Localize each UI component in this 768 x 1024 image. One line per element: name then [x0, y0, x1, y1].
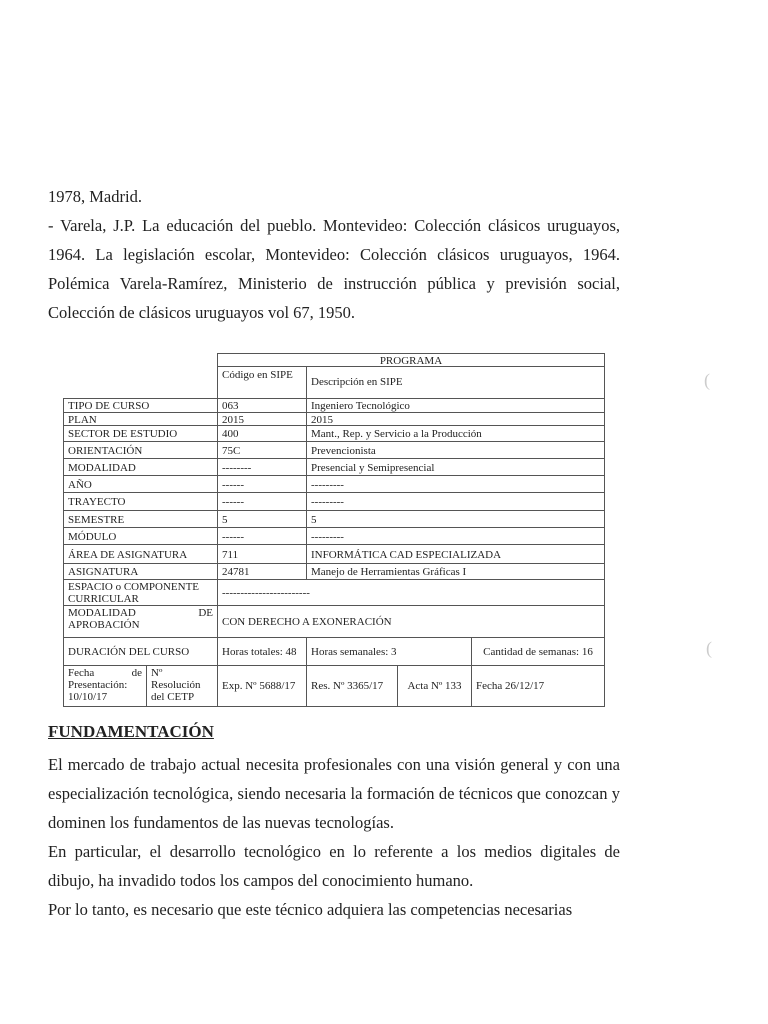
resolucion-cetp — [146, 665, 218, 707]
modalidad-aprobacion-label — [63, 605, 218, 638]
acta-numero: Acta Nº 133 — [397, 665, 472, 707]
row-descripcion: Presencial y Semipresencial — [306, 458, 605, 476]
row-codigo: 24781 — [217, 563, 307, 580]
duracion-label: DURACIÓN DEL CURSO — [63, 637, 218, 666]
modalidad-aprobacion-label-2: APROBACIÓN — [68, 619, 140, 631]
fecha-value: 10/10/17 — [68, 691, 108, 703]
espacio-label: ESPACIO o COMPONENTE CURRICULAR — [63, 579, 218, 606]
fecha-presentacion — [63, 665, 147, 707]
scan-mark: ( — [704, 370, 710, 390]
horas-totales: Horas totales: 48 — [217, 637, 307, 666]
reference-varela: - Varela, J.P. La educación del pueblo. Montevideo: Colección clásicos uruguayos, 1964. La legislación escolar, Montevideo: Colección clásicos uruguayos, 1964. Polémica Varela-Ramírez, Ministerio de instrucción pública y previsión social, Colección de clásicos uruguayos vol 67, 1950. — [48, 216, 620, 322]
row-descripcion: Prevencionista — [306, 441, 605, 459]
espacio-value: ------------------------ — [217, 579, 605, 606]
row-descripcion: 5 — [306, 510, 605, 528]
horas-semanales: Horas semanales: 3 — [306, 637, 472, 666]
fundamentacion-paragraph: Por lo tanto, es necesario que este técnico adquiera las competencias necesarias — [48, 900, 573, 919]
row-descripcion: --------- — [306, 475, 605, 493]
references-section — [48, 182, 620, 327]
row-codigo: 063 — [217, 398, 307, 413]
row-codigo: ------ — [217, 475, 307, 493]
modalidad-aprobacion-label-de: DE — [198, 607, 213, 619]
row-descripcion: Ingeniero Tecnológico — [306, 398, 605, 413]
row-label: ÁREA DE ASIGNATURA — [63, 544, 218, 564]
resolucion-label-2: Resolución — [151, 679, 201, 691]
row-descripcion: 2015 — [306, 412, 605, 426]
fecha-label-de: de — [131, 667, 142, 679]
codigo-header: Código en SIPE — [217, 366, 307, 399]
fecha-label-1: Fecha — [68, 667, 95, 679]
row-descripcion: --------- — [306, 492, 605, 511]
row-codigo: ------ — [217, 527, 307, 545]
row-descripcion: --------- — [306, 527, 605, 545]
row-codigo: 711 — [217, 544, 307, 564]
fundamentacion-paragraph: El mercado de trabajo actual necesita profesionales con una visión general y con una especialización tecnológica, siendo necesaria la formación de técnicos que conozcan y dominen los fundamentos de las nuevas tecnologías. — [48, 755, 620, 832]
row-descripcion: Mant., Rep. y Servicio a la Producción — [306, 425, 605, 442]
modalidad-aprobacion-label-1: MODALIDAD — [68, 607, 136, 619]
fecha-resolucion: Fecha 26/12/17 — [471, 665, 605, 707]
row-codigo: 2015 — [217, 412, 307, 426]
row-label: SECTOR DE ESTUDIO — [63, 425, 218, 442]
program-table — [63, 353, 605, 707]
reference-line: 1978, Madrid. — [48, 187, 142, 206]
resolucion-numero: Res. Nº 3365/17 — [306, 665, 398, 707]
fundamentacion-title: FUNDAMENTACIÓN — [48, 722, 214, 741]
program-header: PROGRAMA — [217, 353, 605, 367]
row-codigo: 400 — [217, 425, 307, 442]
fundamentacion-paragraph: En particular, el desarrollo tecnológico en lo referente a los medios digitales de dibujo, ha invadido todos los campos del conocimiento humano. — [48, 842, 620, 890]
row-descripcion: Manejo de Herramientas Gráficas I — [306, 563, 605, 580]
row-label: TRAYECTO — [63, 492, 218, 511]
row-descripcion: INFORMÁTICA CAD ESPECIALIZADA — [306, 544, 605, 564]
row-codigo: ------ — [217, 492, 307, 511]
row-label: MODALIDAD — [63, 458, 218, 476]
resolucion-label-3: del CETP — [151, 691, 195, 703]
expediente: Exp. Nº 5688/17 — [217, 665, 307, 707]
row-label: ASIGNATURA — [63, 563, 218, 580]
descripcion-header: Descripción en SIPE — [306, 366, 605, 399]
resolucion-label-1: Nº — [151, 667, 163, 679]
row-label: ORIENTACIÓN — [63, 441, 218, 459]
fecha-label-2: Presentación: — [68, 679, 128, 691]
modalidad-aprobacion-value: CON DERECHO A EXONERACIÓN — [217, 605, 605, 638]
row-label: SEMESTRE — [63, 510, 218, 528]
row-codigo: 75C — [217, 441, 307, 459]
scan-mark: ( — [706, 638, 712, 658]
row-codigo: -------- — [217, 458, 307, 476]
row-label: PLAN — [63, 412, 218, 426]
row-codigo: 5 — [217, 510, 307, 528]
row-label: MÓDULO — [63, 527, 218, 545]
row-label: TIPO DE CURSO — [63, 398, 218, 413]
row-label: AÑO — [63, 475, 218, 493]
cantidad-semanas: Cantidad de semanas: 16 — [471, 637, 605, 666]
fundamentacion-body — [48, 750, 620, 924]
